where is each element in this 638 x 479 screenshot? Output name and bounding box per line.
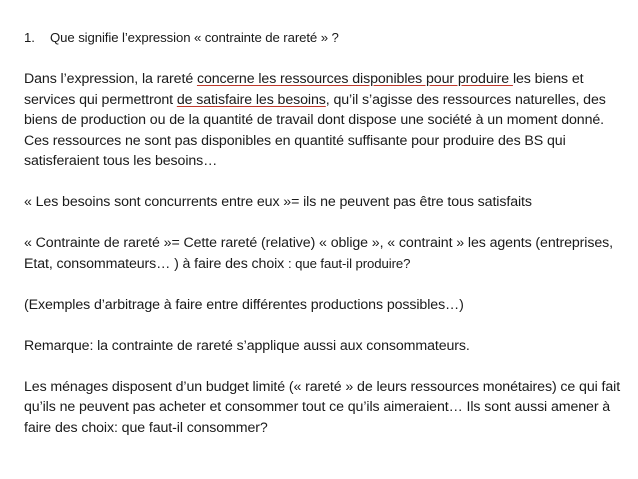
p1-text-before: Dans l’expression, la rareté	[24, 71, 197, 87]
slide-content	[24, 28, 624, 459]
rarity-definition-paragraph	[24, 69, 624, 172]
p1-underlined-needs: de satisfaire les besoins	[176, 91, 326, 108]
p1-text-middle: les biens et services qui permettront	[24, 71, 584, 108]
remark-paragraph: Remarque: la contrainte de rareté s’applique aussi aux consommateurs.	[24, 337, 470, 354]
p3-text-tail: : que faut-il produire?	[288, 255, 411, 271]
households-paragraph: Les ménages disposent d’un budget limité (« rareté » de leurs ressources monétaires) ce qui fait qu’ils ne peuvent pas acheter et consommer tout ce qu’ils aimeraient… Ils sont aussi amener à faire des choix: que faut-il consommer?	[24, 378, 621, 436]
rarity-constraint-paragraph	[24, 233, 624, 274]
p1-underlined-resources: concerne les ressources disponibles pour produire	[196, 71, 513, 87]
question-text: Que signifie l’expression « contrainte de rareté » ?	[50, 30, 339, 45]
question-number: 1.	[24, 30, 35, 45]
question-heading	[24, 28, 624, 49]
p3-text: « Contrainte de rareté »= Cette rareté (relative) « oblige », « contraint » les agents (entreprises, Etat, consommateurs… ) à faire des choix	[24, 235, 613, 272]
p1-text-after: , qu’il s’agisse des ressources naturelles, des biens de production ou de la quantité de travail dont dispose une société à un moment donné. Ces ressources ne sont pas disponibles en quantité suffisante pour produire des BS qui satisferaient tous les besoins…	[24, 91, 606, 169]
competing-needs-paragraph: « Les besoins sont concurrents entre eux »= ils ne peuvent pas être tous satisfaits	[24, 194, 532, 210]
examples-paragraph: (Exemples d’arbitrage à faire entre différentes productions possibles…)	[24, 296, 464, 313]
